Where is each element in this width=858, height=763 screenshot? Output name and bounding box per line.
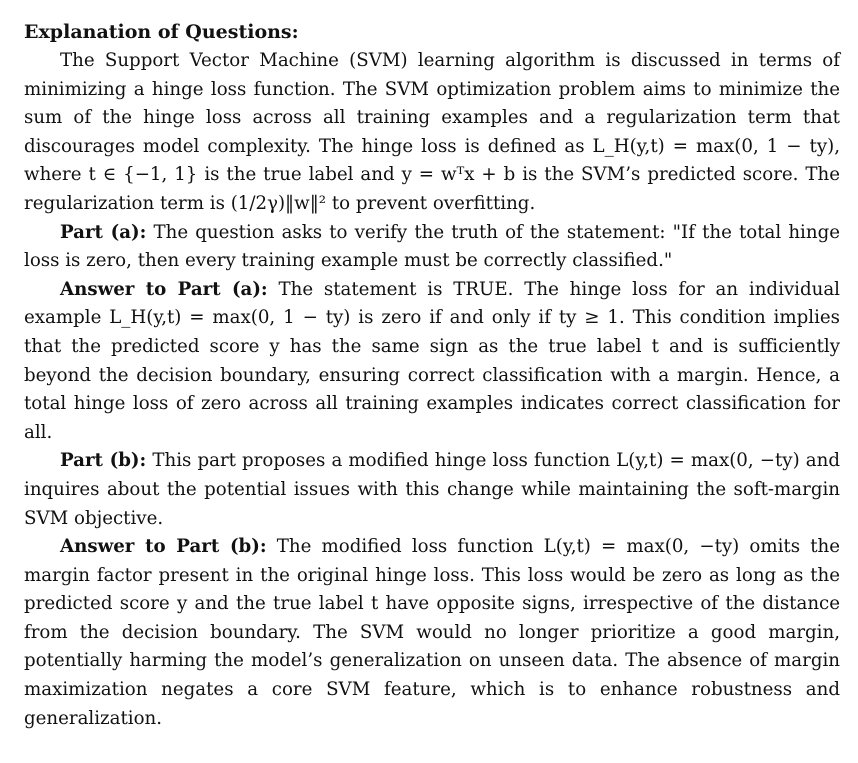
- answer-b-text: The modified loss function L(y,t) = max(0, −ty) omits the margin factor present in the original hinge loss. This loss would be zero as long as the predicted score y and the true label t have opposite signs, irrespective of the distance from the decision boundary. The SVM would no longer prioritize a good margin, potentially harming the model’s generalization on unseen data. The absence of margin maximization negates a core SVM feature, which is to enhance robustness and generalization.: [24, 536, 840, 729]
- document-heading: Explanation of Questions:: [24, 21, 299, 43]
- document-page: [24, 18, 840, 733]
- part-b-label: Part (b):: [60, 450, 147, 472]
- answer-b-paragraph: [24, 533, 840, 733]
- answer-a-label: Answer to Part (a):: [60, 278, 268, 300]
- intro-paragraph: [24, 47, 840, 219]
- answer-a-text: The statement is TRUE. The hinge loss for an individual example L_H(y,t) = max(0, 1 − ty) is zero if and only if ty ≥ 1. This condition implies that the predicted score y has the same sign as the true label t and is sufficiently beyond the decision boundary, ensuring correct classification with a margin. Hence, a total hinge loss of zero across all training examples indicates correct classification for all.: [24, 278, 840, 443]
- intro-text: The Support Vector Machine (SVM) learning algorithm is discussed in terms of minimizing a hinge loss function. The SVM optimization problem aims to minimize the sum of the hinge loss across all training examples and a regularization term that discourages model complexity. The hinge loss is defined as L_H(y,t) = max(0, 1 − ty), where t ∈ {−1, 1} is the true label and y = wᵀx + b is the SVM’s predicted score. The regularization term is (1/2γ)‖w‖² to prevent overfitting.: [24, 50, 840, 214]
- part-a-paragraph: [24, 219, 840, 276]
- answer-a-paragraph: [24, 276, 840, 448]
- part-b-text: This part proposes a modified hinge loss function L(y,t) = max(0, −ty) and inquires about the potential issues with this change while maintaining the soft-margin SVM objective.: [24, 450, 840, 529]
- answer-b-label: Answer to Part (b):: [60, 536, 267, 558]
- part-a-label: Part (a):: [60, 221, 147, 243]
- part-a-text: The question asks to verify the truth of the statement: "If the total hinge loss is zero, then every training example must be correctly classified.": [24, 221, 840, 272]
- part-b-paragraph: [24, 447, 840, 533]
